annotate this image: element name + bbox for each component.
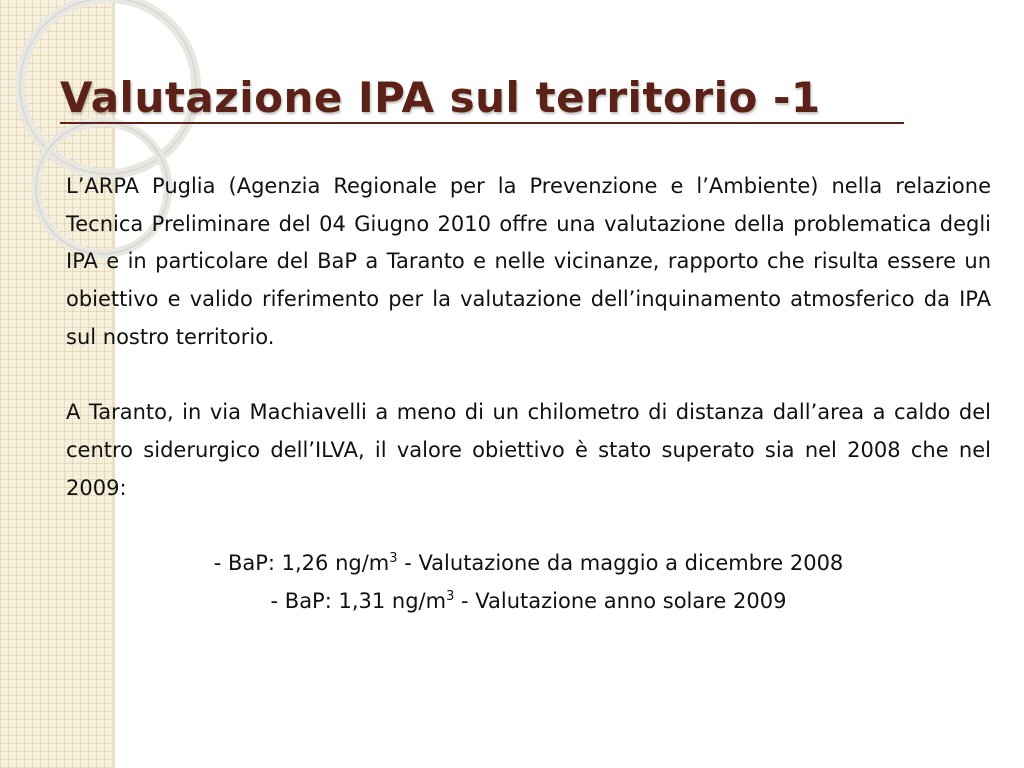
measurement-2009-description: - Valutazione anno solare 2009 (454, 588, 787, 613)
measurement-2009-exponent: 3 (446, 588, 455, 604)
measurement-2008-description: - Valutazione da maggio a dicembre 2008 (397, 551, 844, 575)
slide-title: Valutazione IPA sul territorio -1 (60, 73, 821, 122)
measurement-2009-value: - BaP: 1,31 ng/m (270, 588, 447, 613)
measurement-2008-value: - BaP: 1,26 ng/m (213, 551, 390, 575)
measurement-2008-exponent: 3 (389, 551, 398, 566)
title-underline (60, 122, 904, 124)
paragraph-arpa-report: L’ARPA Puglia (Agenzia Regionale per la Prevenzione e l’Ambiente) nella relazione Tecnica Preliminare del 04 Giugno 2010 offre una valutazione della problematica degli IPA e in particolare del BaP a Taranto e nelle vicinanze, rapporto che risulta essere un obiettivo e valido riferimento per la valutazione dell’inquinamento atmosferico da IPA sul nostro territorio. (66, 174, 991, 349)
measurements-list (66, 545, 991, 620)
paragraph-taranto-exceedance: A Taranto, in via Machiavelli a meno di un chilometro di distanza dall’area a caldo del centro siderurgico dell’ILVA, il valore obiettivo è stato superato sia nel 2008 che nel 2009: (66, 400, 991, 500)
measurement-2009 (66, 583, 991, 621)
measurement-2008 (66, 545, 991, 583)
slide-body (66, 168, 991, 620)
